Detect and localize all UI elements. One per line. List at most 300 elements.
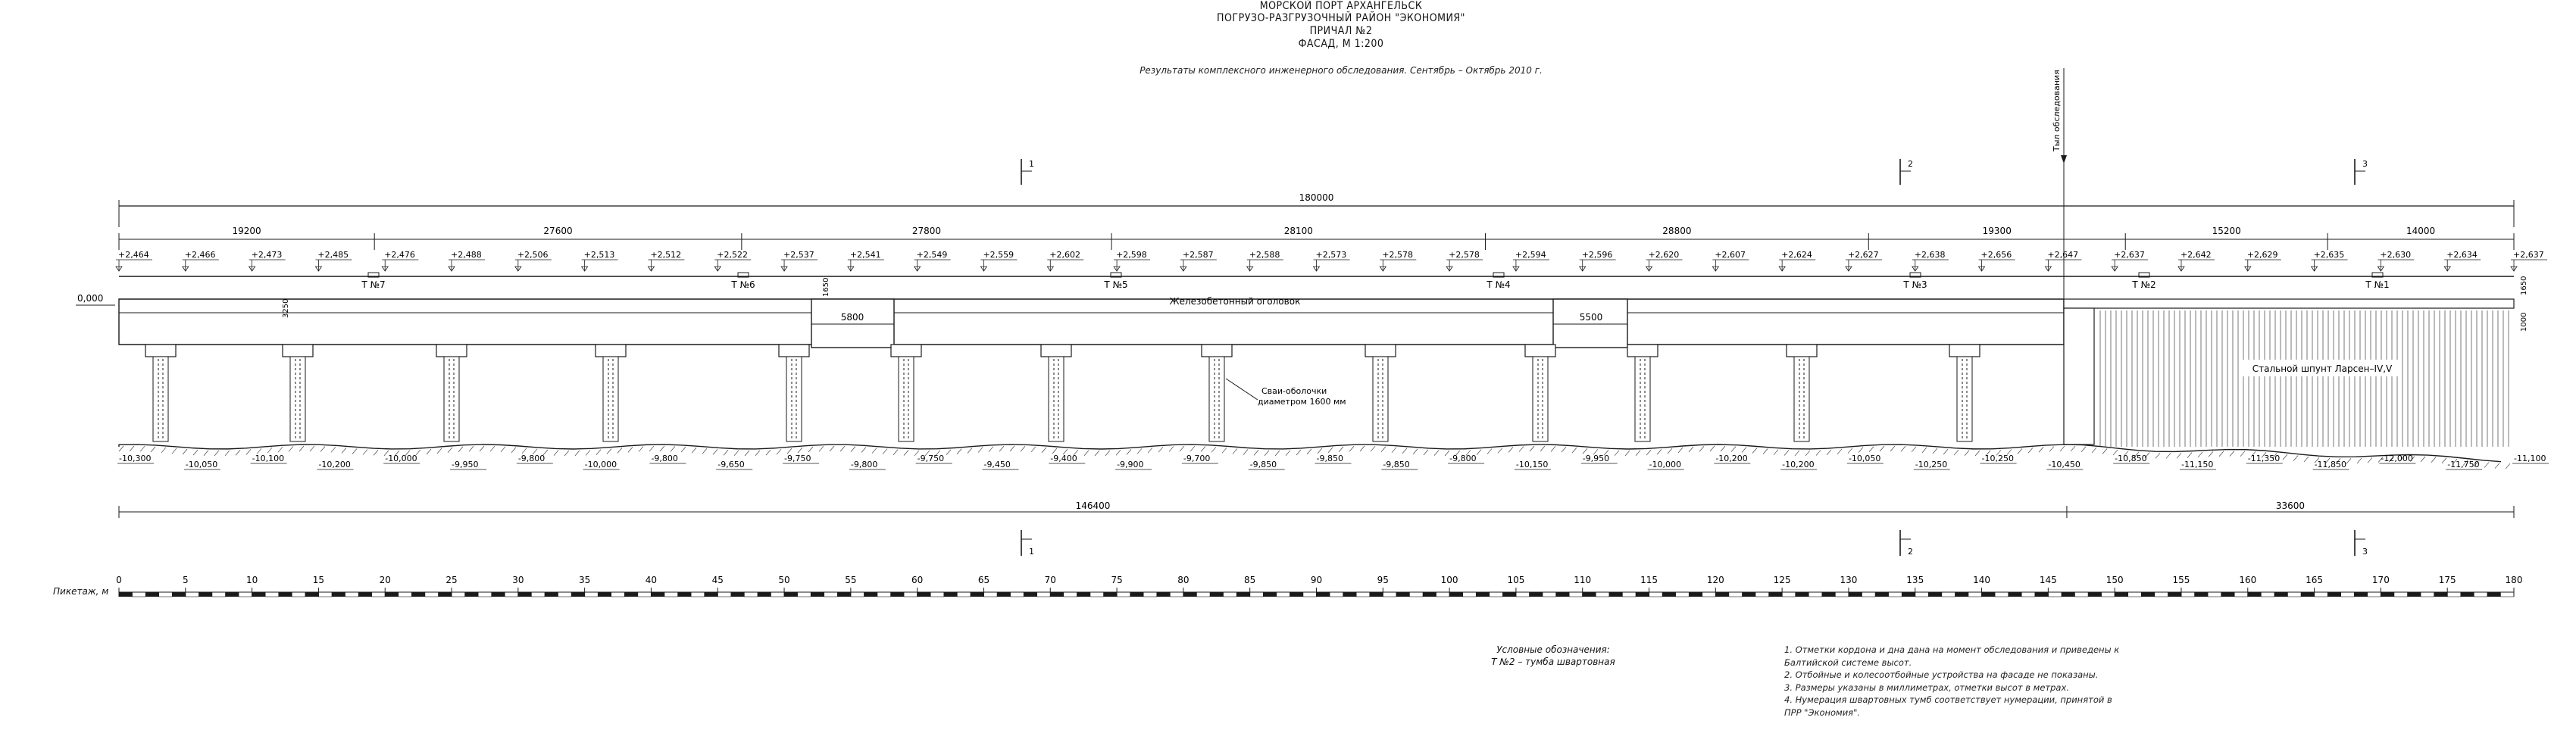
bottom-elevation: -10,000 — [385, 454, 417, 463]
top-elevation: +2,635 — [2313, 250, 2345, 260]
seabed-hatch — [2431, 457, 2436, 463]
top-elevation: +2,485 — [317, 250, 349, 260]
seabed-hatch — [861, 447, 866, 452]
chainage-segment — [492, 592, 505, 597]
chainage-tick-label: 30 — [512, 575, 524, 585]
deck-raised-section — [1553, 299, 1627, 348]
chainage-segment — [1676, 592, 1690, 597]
seabed-hatch — [1668, 448, 1672, 454]
seabed-hatch — [957, 449, 961, 454]
header-facade: ФАСАД, М 1:200 — [1298, 38, 1384, 50]
seabed-hatch — [1636, 451, 1640, 456]
chainage-segment — [1024, 592, 1037, 597]
dim-5800: 5800 — [840, 312, 864, 323]
chainage-segment — [2447, 592, 2461, 597]
seabed-hatch — [893, 450, 898, 455]
seabed-hatch — [1307, 449, 1311, 454]
chainage-segment — [2274, 592, 2288, 597]
chainage-segment — [1596, 592, 1609, 597]
top-elevation: +2,464 — [118, 250, 149, 260]
seabed-hatch — [1901, 446, 1905, 451]
chainage-tick-label: 135 — [1906, 575, 1924, 585]
seabed-hatch — [1127, 449, 1131, 454]
seabed-hatch — [798, 448, 802, 453]
seabed-hatch — [1678, 448, 1683, 453]
seabed-hatch — [1859, 448, 1863, 453]
chainage-segment — [1356, 592, 1370, 597]
chainage-segment — [2062, 592, 2075, 597]
seabed-hatch — [904, 451, 908, 456]
dim-1650: 1650 — [822, 277, 830, 297]
seabed-hatch — [596, 450, 601, 455]
chainage-tick-label: 175 — [2438, 575, 2456, 585]
chainage-segment — [2421, 592, 2434, 597]
chainage-segment — [1117, 592, 1130, 597]
chainage-segment — [1928, 592, 1942, 597]
seabed-hatch — [2156, 453, 2160, 458]
chainage-segment — [1569, 592, 1583, 597]
chainage-segment — [1875, 592, 1889, 597]
pile-cap — [1627, 345, 1658, 357]
seabed-hatch — [1254, 450, 1258, 455]
chainage-segment — [1370, 592, 1383, 597]
chainage-tick-label: 10 — [245, 575, 258, 585]
seabed-hatch — [734, 451, 739, 456]
chainage-segment — [1210, 592, 1224, 597]
overall-dimension-text: 180000 — [1299, 192, 1334, 203]
chainage-tick-label: 85 — [1244, 575, 1256, 585]
pile — [290, 357, 305, 441]
header-berth: ПРИЧАЛ №2 — [1309, 25, 1373, 37]
seabed-hatch — [2209, 451, 2213, 457]
chainage-segment — [1702, 592, 1716, 597]
seabed-hatch — [1434, 451, 1439, 456]
chainage-segment — [1982, 592, 1996, 597]
seabed-hatch — [2177, 453, 2181, 458]
top-elevation: +2,630 — [2380, 250, 2412, 260]
seabed-hatch — [617, 448, 622, 453]
span-dimension-text: 14000 — [2406, 226, 2436, 236]
chainage-segment — [1622, 592, 1636, 597]
seabed-hatch — [1657, 449, 1662, 454]
chainage-segment — [771, 592, 784, 597]
seabed-hatch — [1699, 446, 1704, 451]
bottom-elevation: -10,250 — [1981, 454, 2015, 463]
chainage-segment — [2261, 592, 2274, 597]
chainage-segment — [1902, 592, 1915, 597]
seabed-hatch — [1402, 448, 1407, 454]
seabed-hatch — [448, 448, 452, 453]
chainage-segment — [837, 592, 851, 597]
seabed-hatch — [777, 449, 781, 454]
seabed-hatch — [1275, 451, 1280, 456]
chainage-segment — [518, 592, 532, 597]
chainage-tick-label: 20 — [379, 575, 391, 585]
chainage-segment — [678, 592, 692, 597]
seabed-hatch — [2230, 451, 2234, 457]
header-subtitle: Результаты комплексного инженерного обследования. Сентябрь – Октябрь 2010 г. — [1140, 65, 1543, 76]
seabed-hatch — [1562, 447, 1566, 452]
seabed-hatch — [1625, 451, 1630, 456]
chainage-segment — [957, 592, 971, 597]
seabed-hatch — [522, 448, 527, 454]
pile — [1957, 357, 1972, 441]
seabed-hatch — [172, 448, 177, 454]
top-elevation: +2,620 — [1648, 250, 1680, 260]
seabed-hatch — [2293, 456, 2298, 461]
seabed-hatch — [278, 447, 283, 452]
seabed-hatch — [1360, 446, 1365, 451]
chainage-segment — [292, 592, 305, 597]
seabed-hatch — [1848, 448, 1852, 454]
chainage-tick-label: 115 — [1640, 575, 1658, 585]
bottom-elevation: -11,350 — [2247, 454, 2281, 463]
chainage-segment — [1968, 592, 1982, 597]
chainage-segment — [585, 592, 599, 597]
seabed-hatch — [766, 450, 771, 455]
seabed-hatch — [1158, 447, 1163, 452]
seabed-hatch — [1943, 449, 1948, 454]
bottom-elevation: -11,100 — [2514, 454, 2546, 463]
chainage-segment — [119, 592, 133, 597]
chainage-segment — [997, 592, 1011, 597]
sheet-pile-label: Стальной шпунт Ларсен–IV,V — [2252, 363, 2393, 374]
chainage-segment — [930, 592, 944, 597]
chainage-segment — [904, 592, 918, 597]
chainage-segment — [1502, 592, 1516, 597]
chainage-segment — [345, 592, 359, 597]
bottom-elevation: -11,850 — [2314, 460, 2347, 469]
section-mark-text: 3 — [2362, 159, 2368, 169]
seabed-hatch — [2368, 457, 2372, 463]
chainage-segment — [1037, 592, 1051, 597]
chainage-tick-label: 55 — [845, 575, 857, 585]
seabed-hatch — [1413, 449, 1418, 454]
chainage-segment — [2168, 592, 2181, 597]
span-dimension-text: 28800 — [1662, 226, 1692, 236]
seabed-hatch — [1424, 450, 1428, 455]
bottom-elevation: -9,800 — [517, 454, 546, 463]
chainage-segment — [1862, 592, 1876, 597]
chainage-tick-label: 170 — [2371, 575, 2390, 585]
chainage-label: Пикетаж, м — [53, 586, 109, 597]
seabed-hatch — [1095, 451, 1099, 456]
top-elevation: +2,512 — [650, 250, 682, 260]
chainage-segment — [2327, 592, 2341, 597]
chainage-tick-label: 45 — [711, 575, 724, 585]
dim-1000: 1000 — [2520, 312, 2528, 332]
chainage-tick-label: 95 — [1377, 575, 1389, 585]
bollard-label: Т №3 — [1903, 279, 1927, 290]
dim-5500: 5500 — [1579, 312, 1603, 323]
top-elevation: +2,637 — [2513, 250, 2544, 260]
chainage-segment — [2009, 592, 2022, 597]
chainage-segment — [1130, 592, 1144, 597]
pile — [1373, 357, 1388, 441]
seabed-hatch — [331, 447, 336, 452]
chainage-segment — [877, 592, 891, 597]
seabed-hatch — [2219, 451, 2224, 457]
bottom-elevation: -10,000 — [584, 460, 617, 469]
seabed-hatch — [840, 446, 845, 451]
bottom-elevation: -10,300 — [119, 454, 152, 463]
chainage-segment — [1755, 592, 1769, 597]
chainage-segment — [1449, 592, 1463, 597]
chainage-segment — [2208, 592, 2221, 597]
chainage-segment — [2035, 592, 2049, 597]
notes-block — [1784, 644, 2119, 719]
seabed-hatch — [2495, 463, 2499, 469]
seabed-hatch — [575, 451, 580, 456]
pile-cap — [1787, 345, 1817, 357]
section-mark-text: 1 — [1029, 547, 1034, 557]
seabed-hatch — [2081, 447, 2086, 452]
seabed-hatch — [2018, 448, 2022, 454]
seabed-hatch — [204, 451, 208, 456]
bottom-elevation: -9,700 — [1183, 454, 1211, 463]
chainage-tick-label: 80 — [1177, 575, 1190, 585]
legend-title: Условные обозначения: — [1496, 644, 1610, 655]
seabed-hatch — [1349, 446, 1354, 451]
seabed-hatch — [342, 448, 346, 453]
chainage-segment — [731, 592, 745, 597]
seabed-hatch — [628, 447, 633, 452]
chainage-segment — [531, 592, 545, 597]
chainage-segment — [2195, 592, 2209, 597]
chainage-segment — [1543, 592, 1556, 597]
bottom-elevation: -11,150 — [2181, 460, 2214, 469]
bottom-elevation: -9,850 — [1316, 454, 1343, 463]
seabed-hatch — [469, 446, 474, 451]
pile — [899, 357, 914, 441]
seabed-hatch — [1530, 446, 1534, 451]
chainage-segment — [2287, 592, 2301, 597]
top-elevation: +2,594 — [1515, 250, 1546, 260]
span-dimension-text: 15200 — [2212, 226, 2241, 236]
chainage-segment — [758, 592, 771, 597]
bottom-elevation: -9,850 — [1383, 460, 1410, 469]
chainage-segment — [1742, 592, 1755, 597]
chainage-segment — [279, 592, 292, 597]
chainage-segment — [918, 592, 931, 597]
bottom-elevation: -10,150 — [1515, 460, 1549, 469]
seabed-hatch — [1954, 450, 1959, 455]
chainage-tick-label: 160 — [2239, 575, 2257, 585]
top-elevation: +2,598 — [1116, 250, 1147, 260]
seabed-hatch — [819, 446, 824, 451]
chainage-tick-label: 110 — [1574, 575, 1592, 585]
top-elevation: +2,637 — [2114, 250, 2145, 260]
chainage-segment — [1995, 592, 2009, 597]
seabed-hatch — [2092, 448, 2096, 453]
chainage-segment — [1104, 592, 1118, 597]
chainage-segment — [2487, 592, 2501, 597]
top-elevation: +2,541 — [849, 250, 881, 260]
top-elevation: +2,578 — [1382, 250, 1414, 260]
seabed-hatch — [1042, 448, 1046, 453]
bollard-label: Т №2 — [2132, 279, 2156, 290]
chainage-segment — [1330, 592, 1343, 597]
pile-cap — [145, 345, 176, 357]
seabed-hatch — [1646, 450, 1651, 455]
chainage-tick-label: 90 — [1310, 575, 1323, 585]
top-elevation: +2,476 — [384, 250, 415, 260]
top-elevation: +2,537 — [783, 250, 814, 260]
top-elevation: +2,488 — [451, 250, 482, 260]
chainage-tick-label: 75 — [1111, 575, 1123, 585]
pile-cap — [891, 345, 921, 357]
seabed-hatch — [1180, 446, 1184, 451]
bottom-elevation: -10,250 — [1915, 460, 1948, 469]
seabed-hatch — [1731, 447, 1736, 452]
chainage-segment — [1915, 592, 1929, 597]
chainage-segment — [1662, 592, 1676, 597]
chainage-segment — [2128, 592, 2142, 597]
chainage-segment — [664, 592, 678, 597]
chainage-tick-label: 100 — [1440, 575, 1458, 585]
seabed-hatch — [1965, 451, 1969, 456]
top-elevation: +2,587 — [1182, 250, 1214, 260]
seabed-hatch — [225, 451, 230, 456]
chainage-segment — [2394, 592, 2408, 597]
chainage-segment — [784, 592, 798, 597]
chainage-segment — [1290, 592, 1303, 597]
seabed-hatch — [1508, 447, 1513, 452]
seabed-hatch — [1190, 446, 1195, 451]
seabed-hatch — [1116, 450, 1121, 455]
chainage-segment — [2301, 592, 2315, 597]
chainage-segment — [1317, 592, 1330, 597]
seabed-hatch — [1318, 448, 1322, 454]
top-elevation: +2,647 — [2047, 250, 2079, 260]
bottom-elevation: -10,450 — [2048, 460, 2080, 469]
seabed-hatch — [1933, 448, 1937, 454]
bollard-label: Т №6 — [731, 279, 755, 290]
chainage-segment — [332, 592, 345, 597]
seabed-hatch — [660, 446, 664, 451]
chainage-segment — [186, 592, 199, 597]
seabed-hatch — [1752, 448, 1757, 454]
seabed-hatch — [649, 446, 654, 451]
chainage-segment — [944, 592, 958, 597]
chainage-segment — [1769, 592, 1783, 597]
pile-cap — [1365, 345, 1396, 357]
note-line: 1. Отметки кордона и дна дана на момент обследования и приведены к — [1784, 644, 2120, 655]
chainage-segment — [1383, 592, 1396, 597]
seabed-hatch — [883, 449, 887, 454]
seabed-hatch — [1816, 451, 1821, 456]
chainage-segment — [225, 592, 239, 597]
note-line: 4. Нумерация швартовных тумб соответствует нумерации, принятой в — [1784, 694, 2112, 705]
seabed-hatch — [1890, 446, 1895, 451]
chainage-segment — [851, 592, 864, 597]
chainage-segment — [691, 592, 705, 597]
chainage-segment — [172, 592, 186, 597]
chainage-segment — [478, 592, 492, 597]
seabed-hatch — [1795, 451, 1799, 456]
seabed-hatch — [681, 447, 686, 452]
seabed-hatch — [310, 446, 314, 451]
chainage-tick-label: 150 — [2106, 575, 2124, 585]
seabed-hatch — [2304, 457, 2309, 462]
chainage-segment — [1835, 592, 1849, 597]
chainage-segment — [2381, 592, 2394, 597]
chainage-segment — [2141, 592, 2155, 597]
chainage-segment — [1529, 592, 1543, 597]
pile — [1794, 357, 1809, 441]
chainage-segment — [358, 592, 372, 597]
chainage-tick-label: 65 — [977, 575, 990, 585]
pile — [603, 357, 618, 441]
header-district: ПОГРУЗО-РАЗГРУЗОЧНЫЙ РАЙОН "ЭКОНОМИЯ" — [1217, 12, 1465, 24]
chainage-segment — [1396, 592, 1410, 597]
chainage-segment — [2368, 592, 2381, 597]
chainage-segment — [2474, 592, 2487, 597]
chainage-segment — [1636, 592, 1649, 597]
pile — [153, 357, 168, 441]
seabed-hatch — [2071, 446, 2075, 451]
seabed-hatch — [745, 451, 749, 456]
seabed-hatch — [501, 447, 505, 452]
seabed-hatch — [2283, 454, 2287, 460]
seabed-hatch — [872, 448, 877, 454]
chainage-segment — [2155, 592, 2168, 597]
seabed-hatch — [1211, 447, 1216, 452]
pile — [786, 357, 802, 441]
chainage-segment — [891, 592, 905, 597]
seabed-hatch — [437, 448, 442, 454]
seabed-hatch — [2421, 457, 2425, 462]
seabed-hatch — [989, 447, 993, 452]
chainage-tick-label: 60 — [911, 575, 924, 585]
bottom-elevation: -10,200 — [1782, 460, 1815, 469]
pile-cap — [1202, 345, 1232, 357]
seabed-hatch — [1689, 447, 1693, 452]
deck-outline — [119, 299, 2064, 345]
chainage-segment — [2102, 592, 2115, 597]
seabed-hatch — [458, 447, 463, 452]
section-mark-text: 3 — [2362, 547, 2368, 557]
bottom-elevation: -12,000 — [2381, 454, 2413, 463]
chainage-segment — [558, 592, 572, 597]
chainage-tick-label: 165 — [2306, 575, 2324, 585]
seabed-hatch — [1222, 448, 1227, 453]
seabed-hatch — [1784, 450, 1789, 455]
chainage-segment — [651, 592, 664, 597]
chainage-tick-label: 125 — [1773, 575, 1791, 585]
survey-arrow — [2061, 155, 2067, 164]
seabed-hatch — [480, 446, 484, 451]
chainage-tick-label: 130 — [1840, 575, 1858, 585]
seabed-hatch — [1498, 448, 1502, 453]
chainage-segment — [598, 592, 611, 597]
chainage-segment — [1476, 592, 1490, 597]
pile-cap — [1949, 345, 1980, 357]
seabed-hatch — [851, 447, 855, 452]
chainage-segment — [399, 592, 412, 597]
seabed-hatch — [554, 451, 558, 456]
span-dimension-text: 28100 — [1283, 226, 1313, 236]
span-dimension-text: 19200 — [232, 226, 261, 236]
chainage-tick-label: 50 — [778, 575, 790, 585]
bottom-elevation: -9,650 — [717, 460, 745, 469]
chainage-segment — [2221, 592, 2235, 597]
pile-label-leader — [1226, 379, 1258, 400]
chainage-segment — [1409, 592, 1423, 597]
seabed-hatch — [1445, 451, 1449, 456]
seabed-hatch — [1169, 446, 1174, 451]
seabed-hatch — [1572, 448, 1577, 453]
